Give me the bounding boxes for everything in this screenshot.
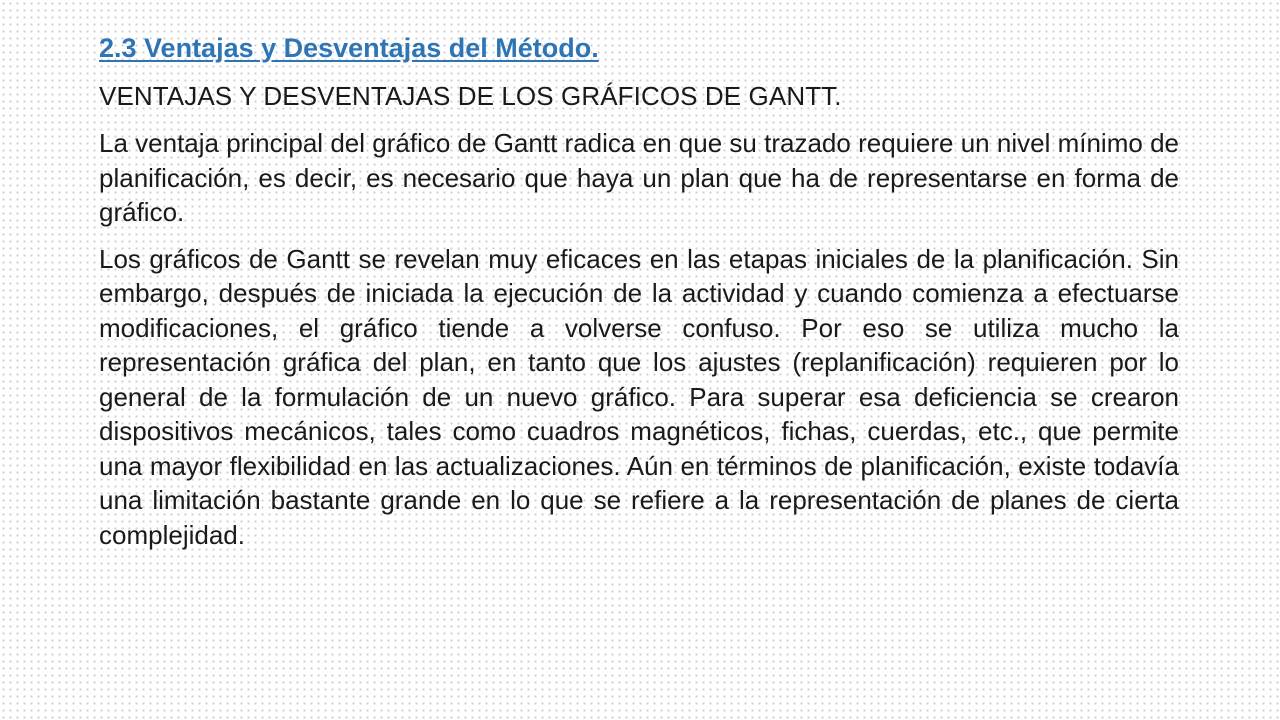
paragraph-advantage: La ventaja principal del gráfico de Gantt radica en que su trazado requiere un nivel mínimo de planificación, es decir, es necesario que haya un plan que ha de representarse en forma de gráfico. (99, 128, 1179, 227)
slide-content (99, 30, 1179, 564)
subheading: VENTAJAS Y DESVENTAJAS DE LOS GRÁFICOS DE GANTT. (99, 81, 842, 111)
paragraph-disadvantage: Los gráficos de Gantt se revelan muy eficaces en las etapas iniciales de la planificación. Sin embargo, después de iniciada la ejecución de la actividad y cuando comienza a efectuarse modificaciones, el gráfico tiende a volverse confuso. Por eso se utiliza mucho la representación gráfica del plan, en tanto que los ajustes (replanificación) requieren por lo general de la formulación de un nuevo gráfico. Para superar esa deficiencia se crearon dispositivos mecánicos, tales como cuadros magnéticos, fichas, cuerdas, etc., que permite una mayor flexibilidad en las actualizaciones. Aún en términos de planificación, existe todavía una limitación bastante grande en lo que se refiere a la representación de planes de cierta complejidad. (99, 243, 1179, 550)
section-heading-link[interactable]: 2.3 Ventajas y Desventajas del Método. (99, 33, 599, 63)
